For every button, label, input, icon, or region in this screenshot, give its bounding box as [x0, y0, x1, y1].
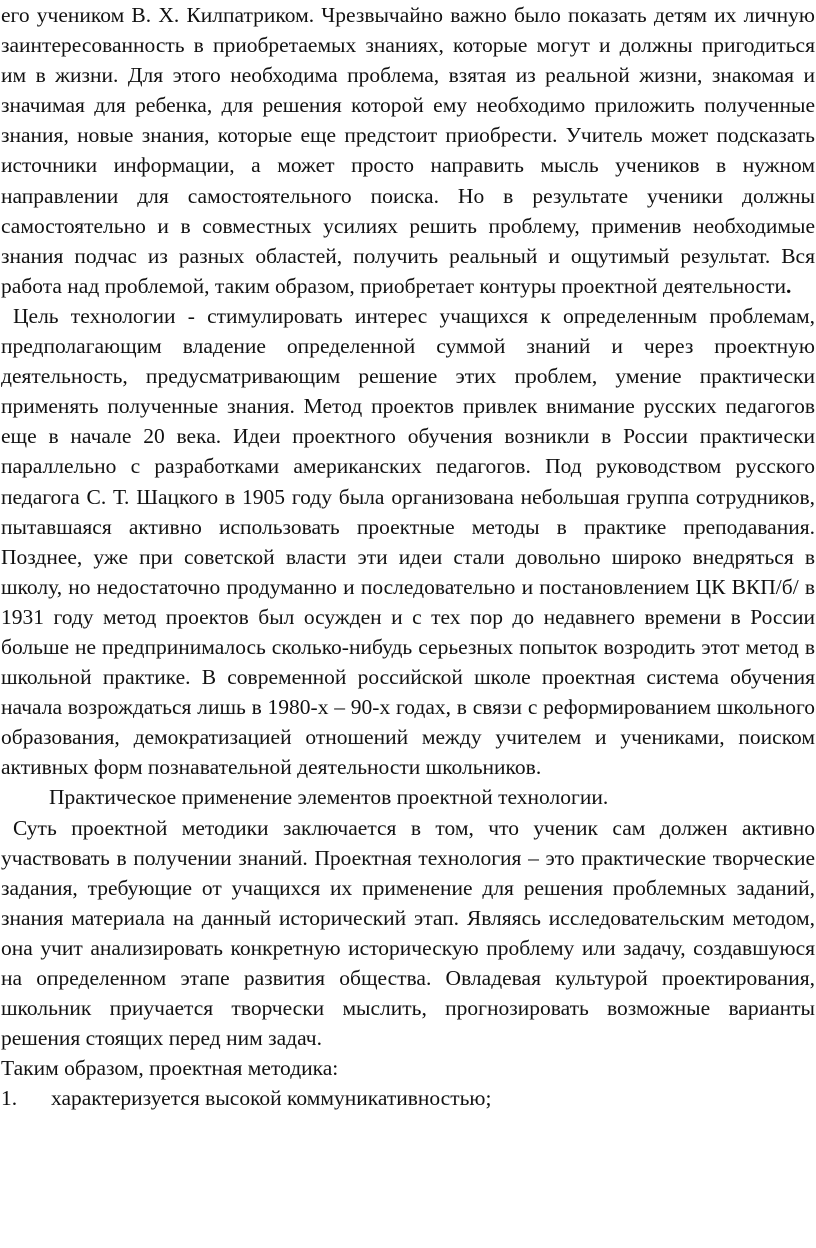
- paragraph-2: [1, 301, 815, 783]
- section-heading: Практическое применение элементов проектной технологии.: [49, 785, 609, 810]
- list-intro: Таким образом, проектная методика:: [1, 1056, 339, 1081]
- list-item: [1, 1083, 815, 1113]
- paragraph-3-text: Суть проектной методики заключается в том, что ученик сам должен активно участвовать в получении знаний. Проектная технология – это практические творческие задания, требующие от учащихся их применение для решения проблемных заданий, знания материала на данный исторический этап. Являясь исследовательским методом, она учит анализировать конкретную историческую проблему или задачу, создавшуюся на определенном этапе развития общества. Овладевая культурой проектирования, школьник приучается творчески мыслить, прогнозировать возможные варианты решения стоящих перед ним задач.: [1, 815, 815, 1051]
- list-item-number: 1.: [1, 1086, 18, 1111]
- paragraph-2-text: Цель технологии - стимулировать интерес учащихся к определенным проблемам, предполагающим владение определенной суммой знаний и через проектную деятельность, предусматривающим решение этих проблем, умение практически применять полученные знания. Метод проектов привлек внимание русских педагогов еще в начале 20 века. Идеи проектного обучения возникли в России практически параллельно с разработками американских педагогов. Под руководством русского педагога С. Т. Шацкого в 1905 году была организована небольшая группа сотрудников, пытавшаяся активно использовать проектные методы в практике преподавания. Позднее, уже при советской власти эти идеи стали довольно широко внедряться в школу, но недостаточно продуманно и последовательно и постановлением ЦК ВКП/б/ в 1931 году метод проектов был осужден и с тех пор до недавнего времени в России больше не предпринималось сколько-нибудь серьезных попыток возродить этот метод в школьной практике. В современной российской школе проектная система обучения начала возрождаться лишь в 1980-х – 90-х годах, в связи с реформированием школьного образования, демократизацией отношений между учителем и учениками, поиском активных форм познавательной деятельности школьников.: [1, 303, 815, 780]
- paragraph-1-text: его учеником В. Х. Килпатриком. Чрезвычайно важно было показать детям их личную заинтересованность в приобретаемых знаниях, которые могут и должны пригодиться им в жизни. Для этого необходима проблема, взятая из реальной жизни, знакомая и значимая для ребенка, для решения которой ему необходимо приложить полученные знания, новые знания, которые еще предстоит приобрести. Учитель может подсказать источники информации, а может просто направить мысль учеников в нужном направлении для самостоятельного поиска. Но в результате ученики должны самостоятельно и в совместных усилиях решить проблему, применив необходимые знания подчас из разных областей, получить реальный и ощутимый результат. Вся работа над проблемой, таким образом, приобретает контуры проектной деятельности: [1, 3, 815, 298]
- paragraph-3: [1, 813, 815, 1054]
- paragraph-1-period: .: [786, 273, 792, 298]
- list-item-text: характеризуется высокой коммуникативностью;: [51, 1086, 492, 1111]
- numbered-list: [1, 1083, 815, 1113]
- paragraph-1: [1, 0, 815, 301]
